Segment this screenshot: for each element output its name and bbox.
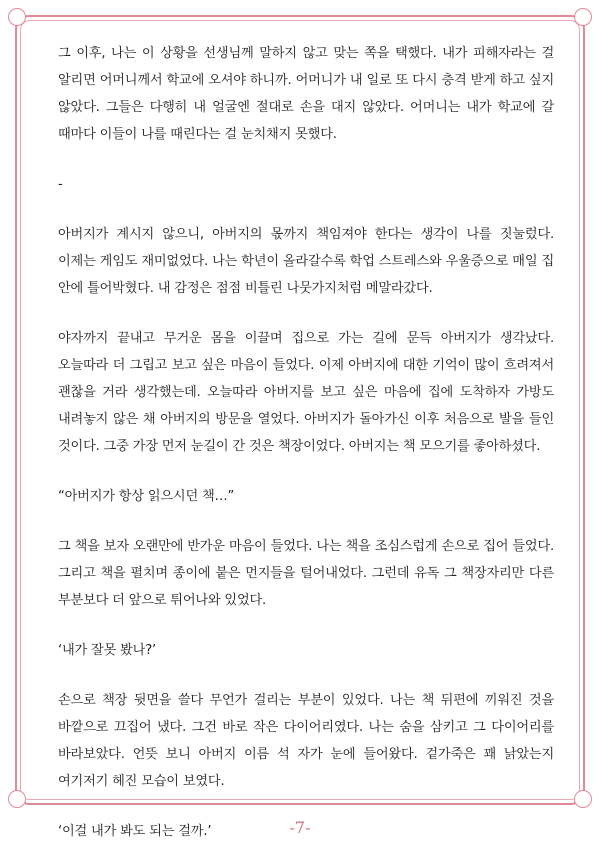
page-number: -7-: [289, 818, 311, 837]
paragraph: 그 이후, 나는 이 상황을 선생님께 말하지 않고 맞는 쪽을 택했다. 내가 피해자라는 걸 알리면 어머니께서 학교에 오셔야 하니까. 어머니가 내 일로 또 다시 충격 받게 하고 싶지 않았다. 그들은 다행히 내 얼굴엔 절대로 손을 대지 않았다. 어머니는 내가 학교에 갈 때마다 이들이 나를 때린다는 걸 눈치채지 못했다.: [58, 46, 554, 142]
page-body: [58, 40, 554, 839]
paragraph: 야자까지 끝내고 무거운 몸을 이끌며 집으로 가는 길에 문득 아버지가 생각났다. 오늘따라 더 그립고 보고 싶은 마음이 들었다. 이제 아버지에 대한 기억이 많이 흐려져서 괜찮을 거라 생각했는데. 오늘따라 아버지를 보고 싶은 마음에 집에 도착하자 가방도 내려놓지 않은 채 아버지의 방문을 열었다. 아버지가 돌아가신 이후 처음으로 발을 들인 것이다. 그중 가장 먼저 눈길이 간 것은 책장이었다. 아버지는 책 모으기를 좋아하셨다.: [58, 331, 554, 454]
paragraph: 그 책을 보자 오랜만에 반가운 마음이 들었다. 나는 책을 조심스럽게 손으로 집어 들었다. 그리고 책을 펼치며 종이에 붙은 먼지들을 털어내었다. 그런데 유독 그 책장자리만 다른 부분보다 더 앞으로 튀어나와 있었다.: [58, 539, 554, 608]
paragraph: 아버지가 계시지 않으니, 아버지의 몫까지 책임져야 한다는 생각이 나를 짓눌렀다. 이제는 게임도 재미없었다. 나는 학년이 올라갈수록 학업 스트레스와 우울증으로 매일 집 안에 틀어박혔다. 내 감정은 점점 비틀린 나뭇가지처럼 메말라갔다.: [58, 227, 554, 296]
paragraph: 손으로 책장 뒷면을 쓸다 무언가 걸리는 부분이 있었다. 나는 책 뒤편에 끼워진 것을 바깥으로 끄집어 냈다. 그건 바로 작은 다이어리였다. 나는 숨을 삼키고 그 다이어리를 바라보았다. 언뜻 보니 아버지 이름 석 자가 눈에 들어왔다. 겉가죽은 꽤 낡았는지 여기저기 헤진 모습이 보였다.: [58, 693, 554, 789]
scene-break: -: [58, 177, 63, 192]
corner-ornament-top-left: [8, 8, 26, 26]
inner-thought: ‘내가 잘못 봤나?’: [58, 643, 157, 658]
dialogue-line: “아버지가 항상 읽으시던 책…”: [58, 489, 235, 504]
corner-ornament-top-right: [574, 8, 592, 26]
inner-thought: ‘이걸 내가 봐도 되는 걸까.’: [58, 824, 212, 839]
corner-ornament-bottom-right: [574, 790, 592, 808]
corner-ornament-bottom-left: [8, 790, 26, 808]
